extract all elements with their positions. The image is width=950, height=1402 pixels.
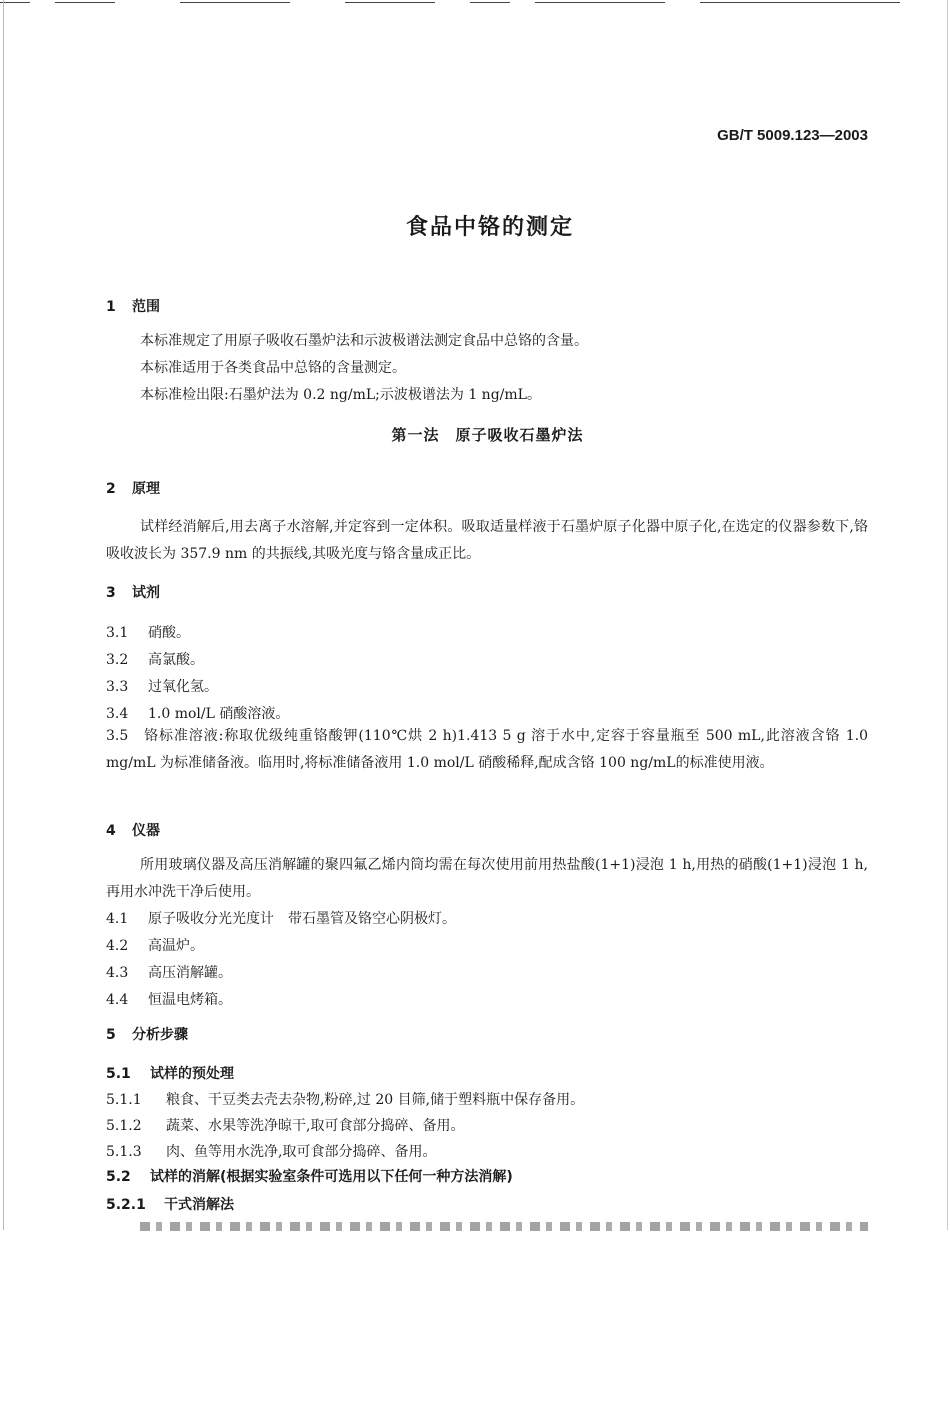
subsection-number: 5.2 bbox=[106, 1169, 131, 1185]
section-number: 1 bbox=[106, 299, 116, 315]
item-number: 4.4 bbox=[106, 992, 129, 1008]
item-text: 肉、鱼等用水洗净,取可食部分捣碎、备用。 bbox=[166, 1144, 437, 1160]
top-rule bbox=[470, 2, 510, 3]
method-heading: 第一法 原子吸收石墨炉法 bbox=[391, 426, 584, 444]
scope-line: 本标准规定了用原子吸收石墨炉法和示波极谱法测定食品中总铬的含量。 bbox=[140, 333, 588, 349]
reagent-item-standard-solution: 3.5 铬标准溶液:称取优级纯重铬酸钾(110℃烘 2 h)1.413 5 g 溶于水中,定容于容量瓶至 500 mL,此溶液含铬 1.0 mg/mL 为标准储备液。临用时,将标准储备液用 1.0 mol/L 硝酸稀释,配成含铬 100 ng/mL的标准使用液。 bbox=[106, 728, 868, 771]
pretreatment-item bbox=[106, 1115, 464, 1135]
section-5-heading bbox=[106, 1024, 188, 1044]
document-title: 食品中铬的测定 bbox=[405, 215, 574, 240]
item-text: 粮食、干豆类去壳去杂物,粉碎,过 20 目筛,储于塑料瓶中保存备用。 bbox=[166, 1092, 585, 1108]
item-number: 4.3 bbox=[106, 965, 129, 981]
section-number: 3 bbox=[106, 585, 116, 601]
principle-paragraph: 试样经消解后,用去离子水溶解,并定容到一定体积。吸取适量样液于石墨炉原子化器中原子化,在选定的仪器参数下,铬吸收波长为 357.9 nm 的共振线,其吸光度与铬含量成正比。 bbox=[106, 519, 868, 562]
item-number: 5.1.3 bbox=[106, 1144, 142, 1160]
top-rule bbox=[535, 2, 665, 3]
top-rule bbox=[700, 2, 900, 3]
section-number: 2 bbox=[106, 481, 116, 497]
section-2-heading bbox=[106, 478, 160, 498]
section-title: 试剂 bbox=[132, 585, 160, 601]
scope-line: 本标准检出限:石墨炉法为 0.2 ng/mL;示波极谱法为 1 ng/mL。 bbox=[140, 387, 541, 403]
item-number: 3.3 bbox=[106, 679, 129, 695]
scan-edge bbox=[947, 0, 948, 1230]
item-text: 高压消解罐。 bbox=[148, 965, 232, 981]
item-number: 4.1 bbox=[106, 911, 129, 927]
top-rule bbox=[180, 2, 290, 3]
top-rule bbox=[0, 2, 30, 3]
subsection-heading bbox=[106, 1194, 234, 1214]
instrument-item bbox=[106, 908, 456, 928]
item-text: 恒温电烤箱。 bbox=[148, 992, 232, 1008]
section-3-heading bbox=[106, 582, 160, 602]
scope-line: 本标准适用于各类食品中总铬的含量测定。 bbox=[140, 360, 406, 376]
section-title: 仪器 bbox=[132, 823, 160, 839]
item-text: 高氯酸。 bbox=[148, 652, 204, 668]
reagent-item bbox=[106, 703, 289, 723]
instrument-item bbox=[106, 935, 204, 955]
item-text: 原子吸收分光光度计 带石墨管及铬空心阴极灯。 bbox=[148, 911, 456, 927]
section-title: 原理 bbox=[132, 481, 160, 497]
top-rule bbox=[345, 2, 435, 3]
pretreatment-item bbox=[106, 1089, 584, 1109]
subsection-heading bbox=[106, 1063, 234, 1083]
instrument-intro: 所用玻璃仪器及高压消解罐的聚四氟乙烯内筒均需在每次使用前用热盐酸(1+1)浸泡 1 h,用热的硝酸(1+1)浸泡 1 h,再用水冲洗干净后使用。 bbox=[106, 857, 868, 900]
reagent-item bbox=[106, 622, 190, 642]
subsection-title: 试样的消解(根据实验室条件可选用以下任何一种方法消解) bbox=[150, 1169, 513, 1185]
subsection-title: 干式消解法 bbox=[164, 1197, 234, 1213]
item-number: 5.1.2 bbox=[106, 1118, 142, 1134]
item-number: 5.1.1 bbox=[106, 1092, 142, 1108]
item-text: 1.0 mol/L 硝酸溶液。 bbox=[148, 706, 290, 722]
item-number: 3.4 bbox=[106, 706, 129, 722]
section-number: 5 bbox=[106, 1027, 116, 1043]
standard-number: GB/T 5009.123—2003 bbox=[717, 127, 868, 144]
section-title: 范围 bbox=[132, 299, 160, 315]
item-text: 蔬菜、水果等洗净晾干,取可食部分捣碎、备用。 bbox=[166, 1118, 465, 1134]
section-title: 分析步骤 bbox=[132, 1027, 188, 1043]
cropped-text-line bbox=[140, 1222, 868, 1231]
section-1-heading bbox=[106, 296, 160, 316]
section-number: 4 bbox=[106, 823, 116, 839]
item-text: 高温炉。 bbox=[148, 938, 204, 954]
item-text: 过氧化氢。 bbox=[148, 679, 218, 695]
subsection-title: 试样的预处理 bbox=[150, 1066, 234, 1082]
scan-edge bbox=[3, 0, 4, 1230]
subsection-number: 5.1 bbox=[106, 1066, 131, 1082]
item-number: 3.1 bbox=[106, 625, 129, 641]
top-rule bbox=[55, 2, 115, 3]
reagent-item bbox=[106, 676, 218, 696]
reagent-item bbox=[106, 649, 204, 669]
instrument-item bbox=[106, 962, 232, 982]
item-number: 4.2 bbox=[106, 938, 129, 954]
subsection-heading bbox=[106, 1166, 513, 1186]
item-text: 硝酸。 bbox=[148, 625, 190, 641]
instrument-item bbox=[106, 989, 232, 1009]
item-number: 3.2 bbox=[106, 652, 129, 668]
pretreatment-item bbox=[106, 1141, 436, 1161]
section-4-heading bbox=[106, 820, 160, 840]
subsection-number: 5.2.1 bbox=[106, 1197, 146, 1213]
